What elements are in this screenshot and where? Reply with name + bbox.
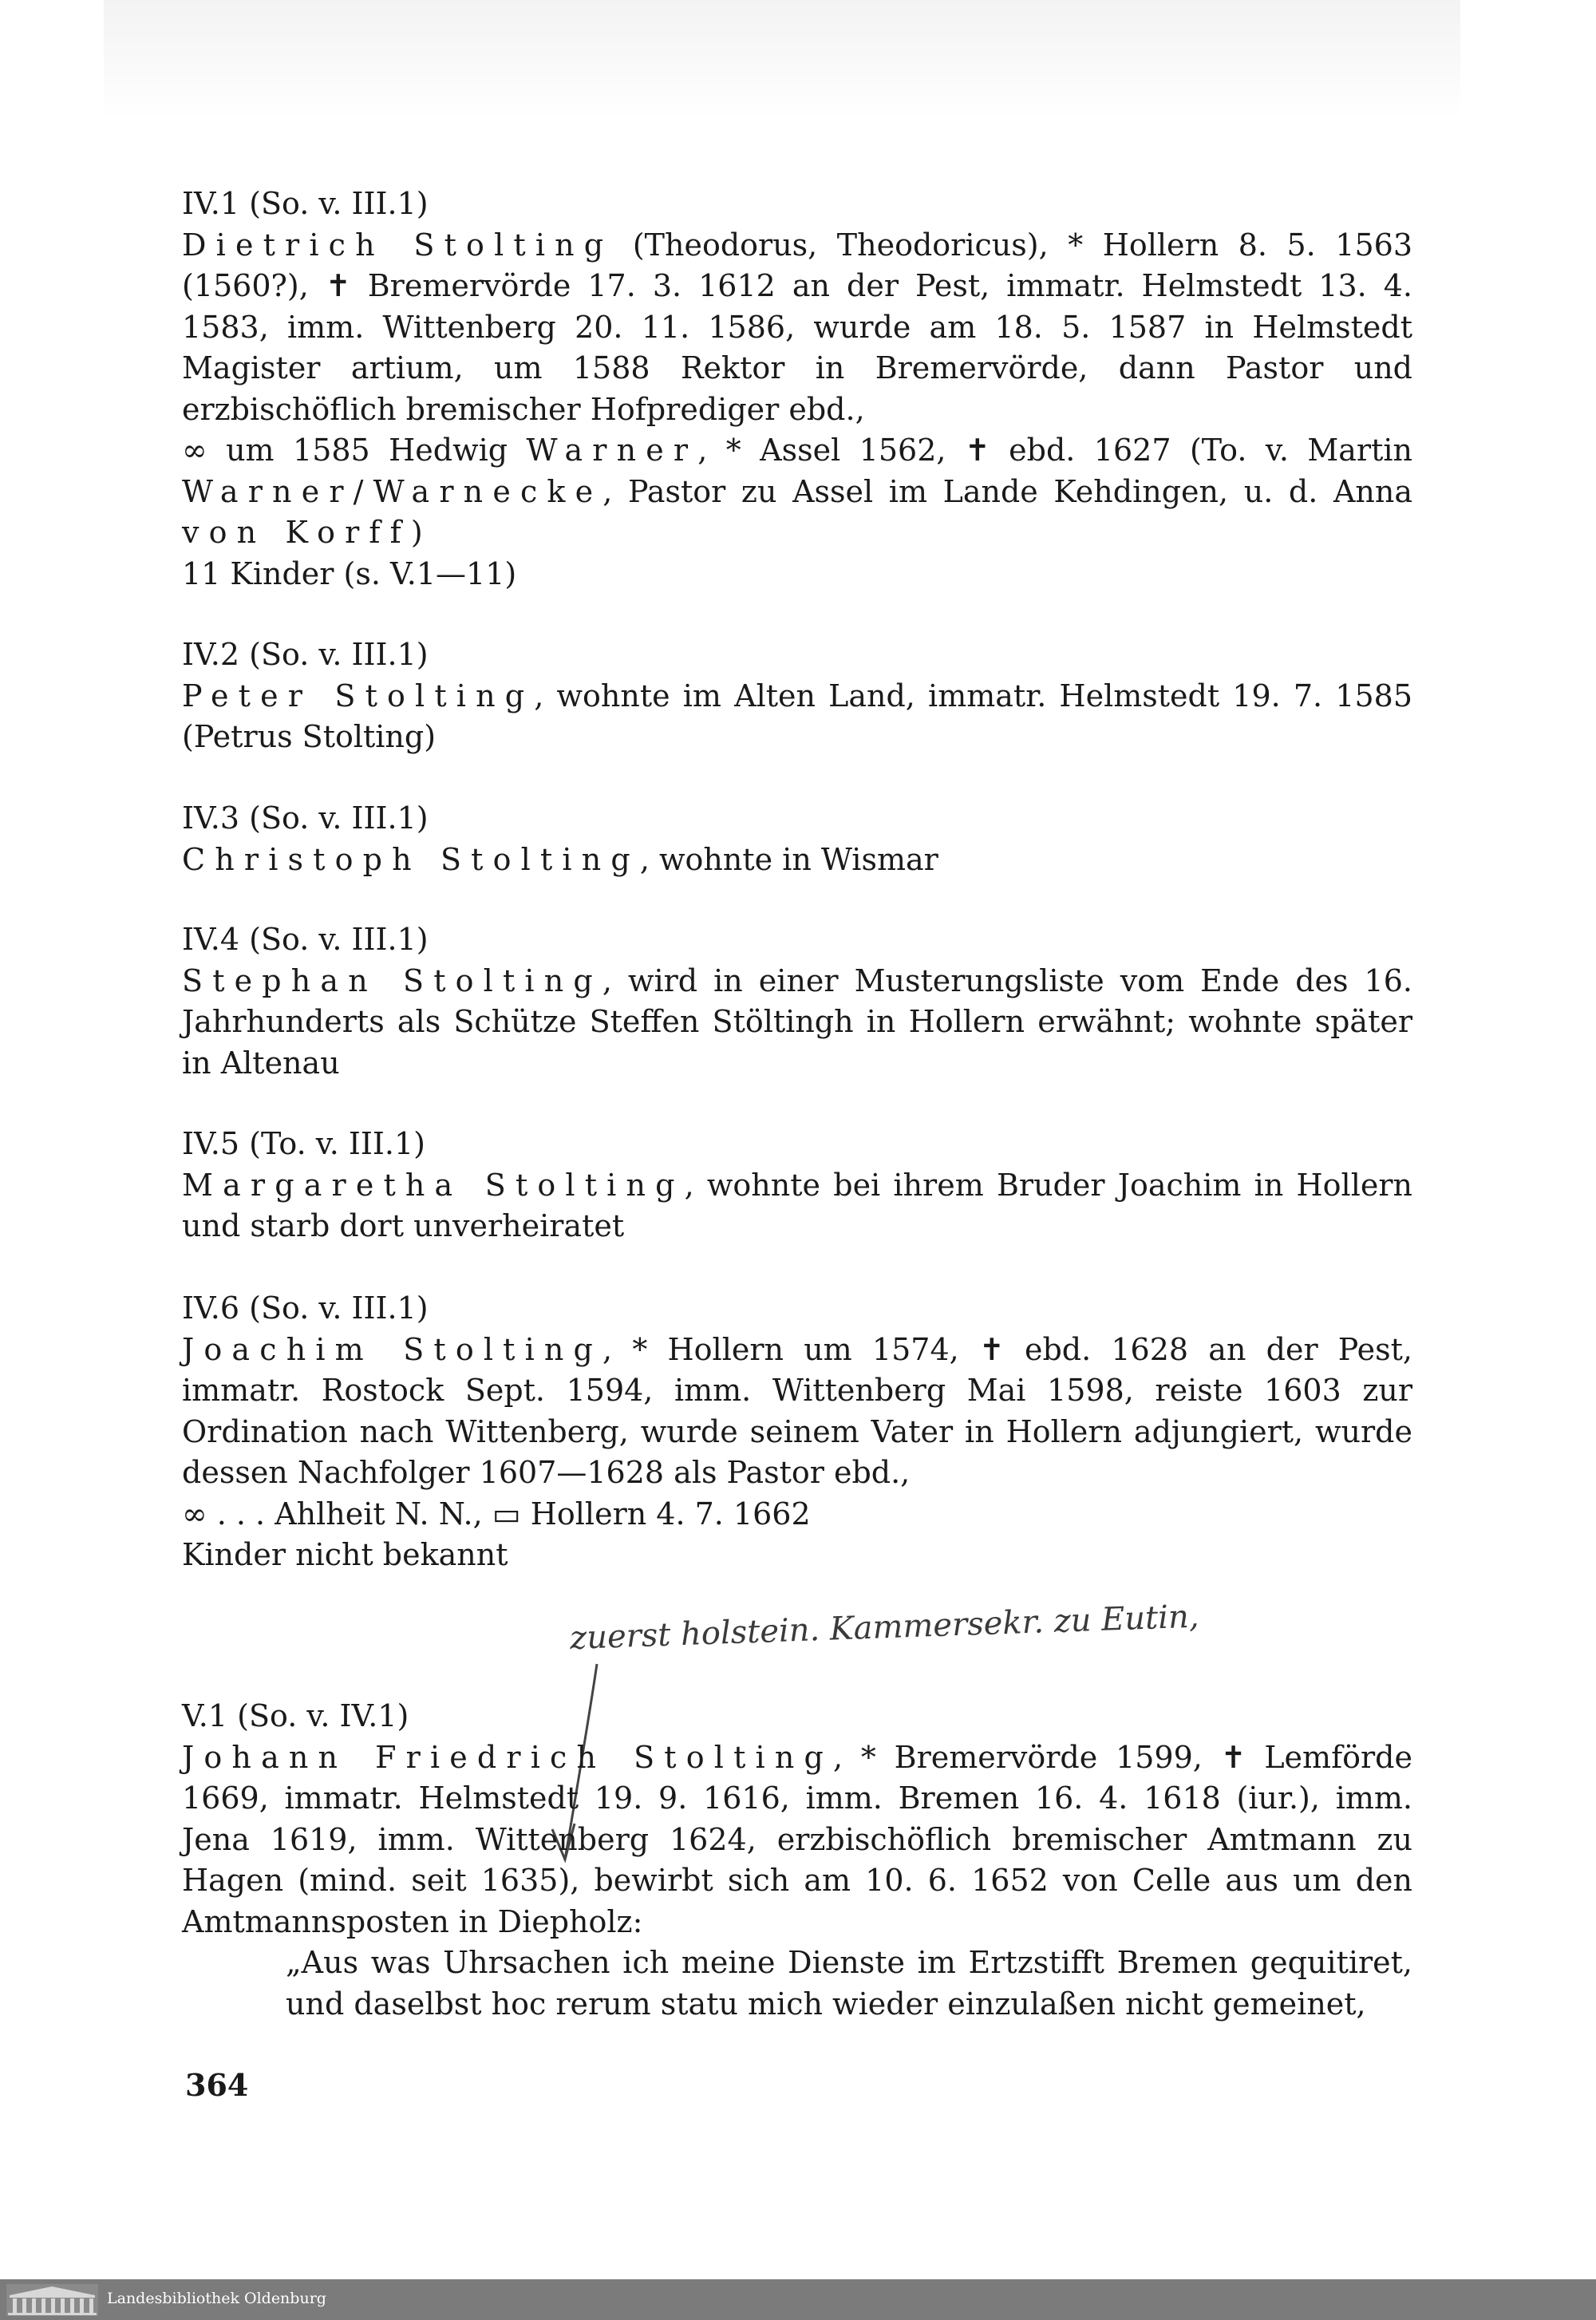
- entry-body: [182, 676, 1412, 758]
- entry-body: [182, 225, 1412, 431]
- entry-body: [182, 961, 1412, 1085]
- page-number: 364: [185, 2067, 249, 2103]
- footer-bar: [0, 2279, 1596, 2320]
- person-name: Christoph Stolting: [182, 841, 640, 877]
- entry-iv-3: [182, 798, 1412, 880]
- entry-body: [182, 840, 1412, 881]
- entry-heading: IV.5 (To. v. III.1): [182, 1126, 425, 1161]
- entry-text: , wohnte im Alten Land, immatr. Helmstedt 19. 7. 1585 (Petrus Stolting): [182, 678, 1413, 754]
- scan-shadow: [104, 0, 1460, 120]
- marriage-line: ∞ . . . Ahlheit N. N., ▭ Hollern 4. 7. 1662: [182, 1496, 811, 1532]
- children-line: Kinder nicht bekannt: [182, 1537, 508, 1572]
- entry-heading: IV.6 (So. v. III.1): [182, 1290, 429, 1326]
- person-name: Peter Stolting: [182, 678, 535, 713]
- library-name: Landesbibliothek Oldenburg: [107, 2290, 326, 2307]
- quotation: „Aus was Uhrsachen ich meine Dienste im Ertzstifft Bremen gequitiret, und daselbst hoc rerum statu mich wieder einzulaßen nicht gemeinet,: [286, 1945, 1412, 2022]
- entry-heading: IV.3 (So. v. III.1): [182, 800, 429, 836]
- person-name: Joachim Stolting: [182, 1331, 603, 1367]
- entry-heading: IV.2 (So. v. III.1): [182, 637, 429, 672]
- entry-heading: IV.4 (So. v. III.1): [182, 922, 429, 957]
- marriage-line: ∞ um 1585 Hedwig Warner, * Assel 1562, ✝ ebd. 1627 (To. v. Martin Warner/Warnecke, Pastor zu Assel im Lande Kehdingen, u. d. Anna von Korff): [182, 433, 1412, 550]
- spouse-name: Warner: [526, 433, 698, 468]
- entry-heading: V.1 (So. v. IV.1): [182, 1698, 409, 1733]
- entry-v-1: [182, 1696, 1412, 2025]
- children-line: 11 Kinder (s. V.1—11): [182, 555, 517, 591]
- entry-iv-5: [182, 1124, 1412, 1247]
- entry-heading: IV.1 (So. v. III.1): [182, 186, 429, 221]
- entry-text: , wohnte in Wismar: [639, 841, 938, 877]
- entry-text: , wohnte bei ihrem Bruder Joachim in Hollern und starb dort unverheiratet: [182, 1167, 1412, 1243]
- handwritten-annotation: zuerst holstein. Kammersekr. zu Eutin,: [569, 1598, 1200, 1657]
- entry-body: [182, 1737, 1412, 1943]
- entry-body: [182, 1165, 1412, 1247]
- entry-iv-1: [182, 184, 1412, 595]
- library-building-icon: [6, 2284, 98, 2316]
- entry-text: , wird in einer Musterungsliste vom Ende des 16. Jahrhunderts als Schütze Steffen Stöltingh in Hollern erwähnt; wohnte später in Altenau: [182, 962, 1412, 1081]
- person-name: Margaretha Stolting: [182, 1167, 685, 1203]
- person-name: Stephan Stolting: [182, 962, 602, 998]
- entry-text: , * Hollern um 1574, ✝ ebd. 1628 an der Pest, immatr. Rostock Sept. 1594, imm. Wittenberg Mai 1598, reiste 1603 zur Ordination nach Wittenberg, wurde seinem Vater in Hollern adjungiert, wurde dessen Nachfolger 1607—1628 als Pastor ebd.,: [182, 1331, 1413, 1490]
- entry-body: [182, 1330, 1412, 1494]
- entry-iv-4: [182, 919, 1412, 1084]
- entry-iv-6: [182, 1288, 1412, 1576]
- entry-text: , * Bremervörde 1599, ✝ Lemförde 1669, immatr. Helmstedt 19. 9. 1616, imm. Bremen 16. 4. 1618 (iur.), imm. Jena 1619, imm. Wittenberg 1624, erzbischöflich bremischer Amtmann zu Hagen (mind. seit 1635), bewirbt sich am 10. 6. 1652 von Celle aus um den Amtmannsposten in Diepholz:: [182, 1739, 1412, 1939]
- spouse-mother-name: von Korff: [182, 515, 411, 550]
- entry-iv-2: [182, 634, 1412, 758]
- person-name: Dietrich Stolting: [182, 227, 614, 263]
- spouse-father-name: Warner/Warnecke: [182, 473, 603, 509]
- person-name: Johann Friedrich Stolting: [182, 1739, 833, 1775]
- entry-text: (Theodorus, Theodoricus), * Hollern 8. 5. 1563 (1560?), ✝ Bremervörde 17. 3. 1612 an der Pest, immatr. Helmstedt 13. 4. 1583, imm. Wittenberg 20. 11. 1586, wurde am 18. 5. 1587 in Helmstedt Magister artium, um 1588 Rektor in Bremervörde, dann Pastor und erzbischöflich bremischer Hofprediger ebd.,: [182, 227, 1413, 427]
